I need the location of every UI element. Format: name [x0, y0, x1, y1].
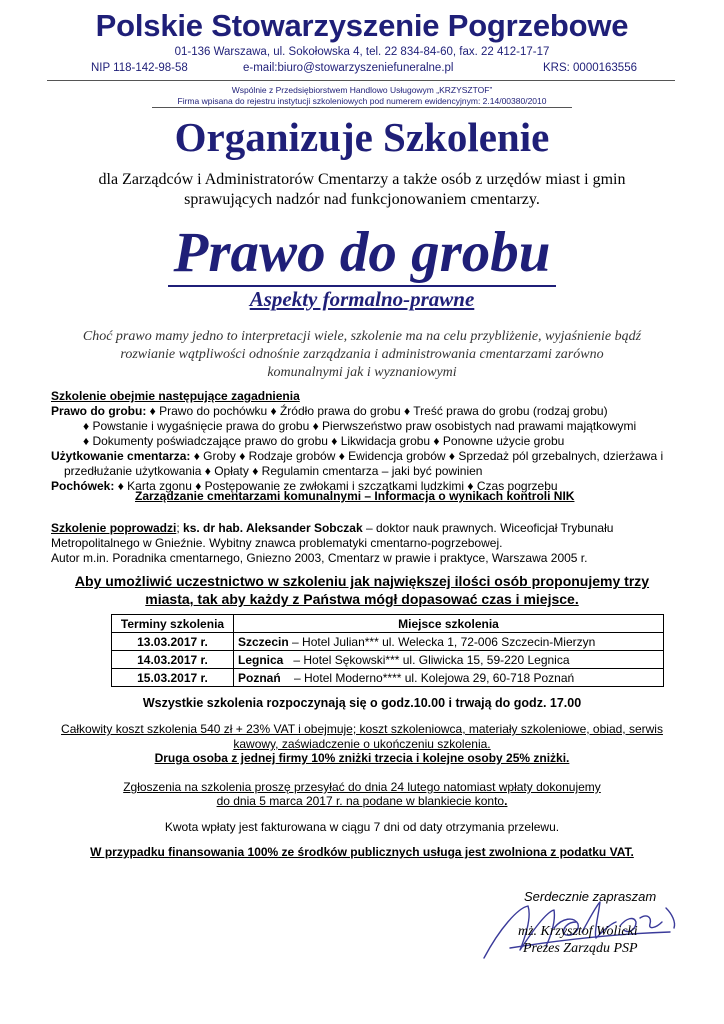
- invite-line-2: miasta, tak aby każdy z Państwa mógł dopasować czas i miejsce.: [145, 591, 579, 607]
- topic-uzytkowanie-text: ♦ Groby ♦ Rodzaje grobów ♦ Ewidencja grobów ♦ Sprzedaż pól grzebalnych, dzierżawa i: [190, 449, 664, 463]
- schedule-date: 13.03.2017 r.: [112, 633, 234, 651]
- organization-name: Polskie Stowarzyszenie Pogrzebowe: [95, 8, 629, 43]
- topic-uzytkowanie-line-2: przedłużanie użytkowania ♦ Opłaty ♦ Regulamin cmentarza – jaki być powinien: [64, 464, 483, 478]
- trainer-line-2: Metropolitalnego w Gnieźnie. Wybitny znawca problematyki cmentarno-pogrzebowej.: [51, 536, 503, 550]
- topic-management: Zarządzanie cmentarzami komunalnymi – Informacja o wynikach kontroli NIK: [135, 489, 575, 503]
- schedule-city: Legnica: [238, 652, 284, 667]
- organization-email: e-mail:biuro@stowarzyszeniefuneralne.pl: [243, 62, 454, 74]
- audience-line-2: sprawujących nadzór nad funkcjonowaniem cmentarzy.: [184, 191, 540, 208]
- topic-uzytkowanie-line-1: [51, 449, 663, 463]
- trainer-line-3: Autor m.in. Poradnika cmentarnego, Gniezno 2003, Cmentarz w prawie i praktyce, Warszawa 2005 r.: [51, 551, 588, 565]
- schedule-venue: – Hotel Julian*** ul. Welecka 1, 72-006 Szczecin-Mierzyn: [288, 634, 596, 649]
- vat-note: W przypadku finansowania 100% ze środków publicznych usługa jest zwolniona z podatku VAT.: [90, 845, 634, 859]
- organization-address: 01-136 Warszawa, ul. Sokołowska 4, tel. 22 834-84-60, fax. 22 412-17-17: [174, 46, 550, 58]
- training-subtitle: Aspekty formalno-prawne: [249, 287, 475, 311]
- intro-line-1: Choć prawo mamy jedno to interpretacji wiele, szkolenie ma na celu przybliżenie, wyjaśnienie bądź: [82, 329, 642, 344]
- trainer-line-1: [51, 521, 613, 535]
- discount-note: Druga osoba z jednej firmy 10% zniżki trzecia i kolejne osoby 25% zniżki.: [154, 751, 570, 765]
- cost-line-1: Całkowity koszt szkolenia 540 zł + 23% VAT i obejmuje; koszt szkoleniowca, materiały szkoleniowe, obiad, serwis: [61, 722, 663, 736]
- registration-line-2-text: do dnia 5 marca 2017 r. na podane w blankiecie konto: [216, 794, 505, 808]
- topic-prawo-line-3: ♦ Dokumenty poświadczające prawo do grobu ♦ Likwidacja grobu ♦ Ponowne użycie grobu: [83, 434, 565, 448]
- schedule-city: Szczecin: [238, 634, 289, 649]
- header-divider: [47, 80, 675, 81]
- organization-krs: KRS: 0000163556: [543, 62, 637, 74]
- schedule-place: [234, 651, 664, 669]
- registration-line-2: [0, 794, 724, 808]
- topic-pochowek-text: ♦ Karta zgonu ♦ Postępowanie ze zwłokami i szczątkami ludzkimi ♦ Czas pogrzebu: [114, 479, 558, 493]
- signer-name: mż. Krzysztof Wolicki: [518, 924, 638, 939]
- schedule-place: [234, 633, 664, 651]
- organization-nip: NIP 118-142-98-58: [91, 62, 188, 74]
- registry-line: Firma wpisana do rejestru instytucji szkoleniowych pod numerem ewidencyjnym: 2.14/00380/2010: [177, 96, 547, 106]
- table-row: [112, 633, 664, 651]
- trainer-desc: – doktor nauk prawnych. Wiceoficjał Trybunału: [362, 521, 614, 535]
- training-title: Prawo do grobu: [173, 221, 551, 284]
- intro-line-2: rozwianie wątpliwości odnośnie zarządzania i administrowania cmentarzami zarówno: [120, 347, 604, 362]
- intro-line-3: komunalnymi jak i wyznaniowymi: [267, 365, 457, 380]
- invoice-note: Kwota wpłaty jest fakturowana w ciągu 7 dni od daty otrzymania przelewu.: [164, 820, 560, 834]
- table-row: [112, 669, 664, 687]
- registration-line-2-end: .: [504, 794, 508, 808]
- trainer-name: ks. dr hab. Aleksander Sobczak: [183, 521, 363, 535]
- schedule-date: 15.03.2017 r.: [112, 669, 234, 687]
- invite-line-1: Aby umożliwić uczestnictwo w szkoleniu jak największej ilości osób proponujemy trzy: [74, 573, 650, 589]
- schedule-table: [111, 614, 664, 687]
- table-row: [112, 651, 664, 669]
- topic-prawo-text: ♦ Prawo do pochówku ♦ Źródło prawa do grobu ♦ Treść prawa do grobu (rodzaj grobu): [146, 404, 608, 418]
- organizes-heading: Organizuje Szkolenie: [174, 114, 550, 160]
- schedule-header-row: [112, 615, 664, 633]
- schedule-col-place: Miejsce szkolenia: [234, 615, 664, 633]
- partner-line: Wspólnie z Przedsiębiorstwem Handlowo Usługowym „KRZYSZTOF”: [231, 85, 493, 95]
- schedule-city: Poznań: [238, 670, 281, 685]
- audience-line-1: dla Zarządców i Administratorów Cmentarzy a także osób z urzędów miast i gmin: [98, 171, 626, 188]
- schedule-date: 14.03.2017 r.: [112, 651, 234, 669]
- topic-prawo-line-2: ♦ Powstanie i wygaśnięcie prawa do grobu ♦ Pierwszeństwo praw osobistych nad prawami majątkowymi: [83, 419, 637, 433]
- hours-note: Wszystkie szkolenia rozpoczynają się o godz.10.00 i trwają do godz. 17.00: [142, 696, 582, 710]
- registration-line-1: Zgłoszenia na szkolenia proszę przesyłać do dnia 24 lutego natomiast wpłaty dokonujemy: [123, 780, 601, 794]
- registry-divider: [152, 107, 572, 108]
- topic-pochowek-label: Pochówek:: [51, 479, 115, 493]
- topic-prawo-line-1: [51, 404, 608, 418]
- trainer-label: Szkolenie poprowadzi: [51, 521, 177, 535]
- topic-uzytkowanie-label: Użytkowanie cmentarza:: [51, 449, 191, 463]
- schedule-venue: – Hotel Moderno**** ul. Kolejowa 29, 60-718 Poznań: [280, 670, 575, 685]
- topic-prawo-label: Prawo do grobu:: [51, 404, 147, 418]
- trainer-separator: ;: [176, 521, 184, 535]
- closing-greeting: Serdecznie zapraszam: [524, 889, 657, 904]
- schedule-venue: – Hotel Sękowski*** ul. Gliwicka 15, 59-220 Legnica: [283, 652, 570, 667]
- topics-title: Szkolenie obejmie następujące zagadnienia: [51, 389, 300, 403]
- schedule-place: [234, 669, 664, 687]
- cost-line-2: kawowy, zaświadczenie o ukończeniu szkolenia.: [233, 737, 491, 751]
- schedule-col-dates: Terminy szkolenia: [112, 615, 234, 633]
- signer-title: Prezes Zarządu PSP: [523, 941, 638, 956]
